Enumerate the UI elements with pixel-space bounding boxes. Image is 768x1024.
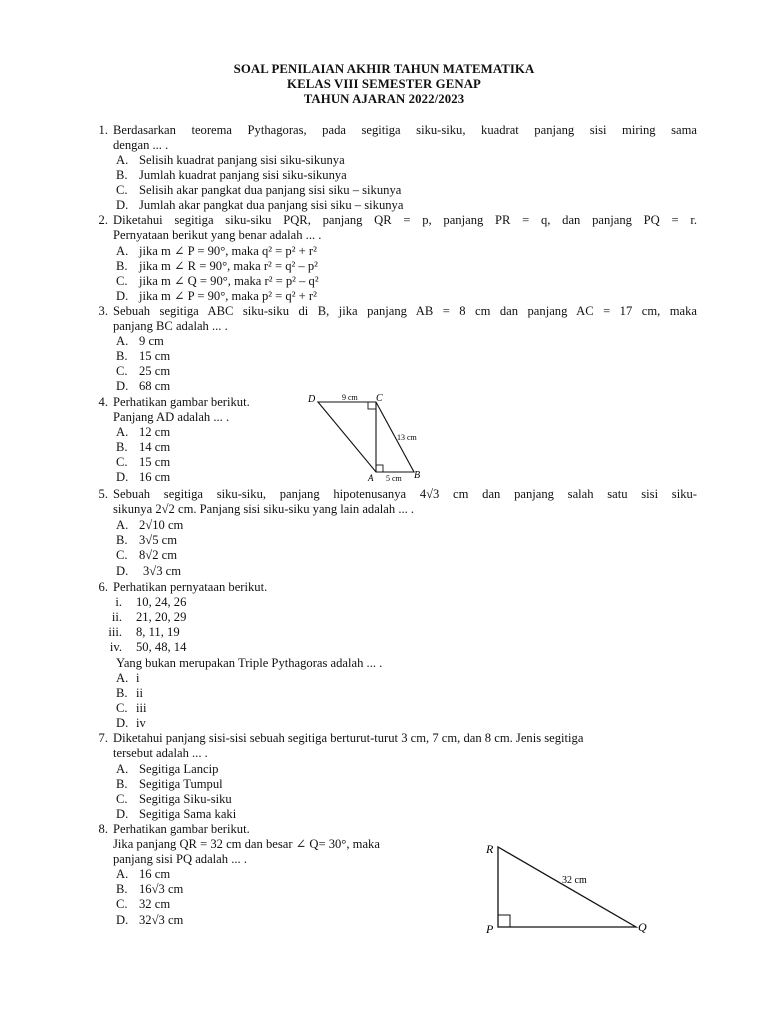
option-text: 14 cm	[139, 440, 171, 454]
option-label: A.	[116, 671, 129, 685]
option-label: A.	[116, 762, 129, 776]
statement-label: iii.	[108, 625, 122, 639]
option-text: 9 cm	[139, 334, 164, 348]
question-number: 6.	[98, 580, 108, 594]
question-number: 5.	[98, 487, 108, 501]
statement-label: i.	[115, 595, 122, 609]
statement-label: iv.	[109, 640, 122, 654]
option-label: C.	[116, 364, 128, 378]
option-text: 12 cm	[139, 425, 171, 439]
question-text: Yang bukan merupakan Triple Pythagoras adalah ... .	[116, 656, 383, 670]
right-triangle-figure	[480, 835, 660, 945]
option-label: D.	[116, 807, 129, 821]
option-label: B.	[116, 440, 128, 454]
option-text: 32 cm	[139, 897, 171, 911]
option-text: 3√3 cm	[143, 564, 182, 578]
option-text: Selisih akar pangkat dua panjang sisi siku – sikunya	[139, 183, 402, 197]
option-label: C.	[116, 792, 128, 806]
statement-text: 8, 11, 19	[136, 625, 180, 639]
option-label: B.	[116, 882, 128, 896]
right-angle-marker-p	[498, 915, 510, 927]
option-label: D.	[116, 564, 129, 578]
option-label: D.	[116, 379, 129, 393]
option-label: B.	[116, 168, 128, 182]
doc-subtitle-year: TAHUN AJARAN 2022/2023	[303, 92, 465, 106]
option-label: C.	[116, 701, 128, 715]
question-text: dengan ... .	[113, 138, 169, 152]
question-number: 7.	[98, 731, 108, 745]
option-label: D.	[116, 716, 129, 730]
option-label: C.	[116, 897, 128, 911]
option-text: Jumlah kuadrat panjang sisi siku-sikunya	[139, 168, 347, 182]
option-text: Segitiga Siku-siku	[139, 792, 232, 806]
option-label: B.	[116, 259, 128, 273]
option-label: C.	[116, 548, 128, 562]
option-text: Segitiga Lancip	[139, 762, 219, 776]
question-text: Perhatikan gambar berikut.	[113, 822, 250, 836]
statement-text: 10, 24, 26	[136, 595, 187, 609]
vertex-label-d: D	[308, 394, 316, 405]
option-text: iv	[136, 716, 146, 730]
vertex-label-b: B	[414, 470, 421, 481]
side-label-rq: 32 cm	[562, 875, 587, 886]
option-text: 16 cm	[139, 867, 171, 881]
trapezoid-figure	[300, 390, 430, 485]
option-label: B.	[116, 349, 128, 363]
question-text: Berdasarkan teorema Pythagoras, pada segitiga siku-siku, kuadrat panjang sisi miring sama	[113, 123, 697, 137]
option-label: D.	[116, 198, 129, 212]
option-text: Segitiga Sama kaki	[139, 807, 237, 821]
option-text: 15 cm	[139, 455, 171, 469]
right-angle-marker-c	[368, 402, 376, 409]
option-text: jika m ∠ P = 90°, maka p² = q² + r²	[139, 289, 317, 303]
vertex-label-p: P	[486, 922, 494, 936]
option-label: B.	[116, 686, 128, 700]
question-number: 4.	[98, 395, 108, 409]
question-number: 3.	[98, 304, 108, 318]
option-text: i	[136, 671, 140, 685]
question-text: panjang sisi PQ adalah ... .	[113, 852, 247, 866]
option-text: 15 cm	[139, 349, 171, 363]
question-text: Perhatikan pernyataan berikut.	[113, 580, 268, 594]
option-label: A.	[116, 867, 129, 881]
option-text: 3√5 cm	[139, 533, 178, 547]
vertex-label-r: R	[486, 842, 494, 856]
option-text: ii	[136, 686, 143, 700]
option-label: C.	[116, 183, 128, 197]
option-text: jika m ∠ P = 90°, maka q² = p² + r²	[139, 244, 317, 258]
vertex-label-a: A	[368, 473, 374, 483]
side-label-ab: 5 cm	[386, 474, 402, 483]
doc-title: SOAL PENILAIAN AKHIR TAHUN MATEMATIKA	[233, 62, 535, 76]
statement-label: ii.	[111, 610, 122, 624]
question-text: Sebuah segitiga siku-siku, panjang hipotenusanya 4√3 cm dan panjang salah satu sisi siku-	[113, 487, 697, 501]
option-text: 2√10 cm	[139, 518, 184, 532]
option-label: C.	[116, 455, 128, 469]
option-text: jika m ∠ R = 90°, maka r² = q² – p²	[139, 259, 318, 273]
option-label: B.	[116, 777, 128, 791]
option-text: Selisih kuadrat panjang sisi siku-sikunya	[139, 153, 345, 167]
option-text: 8√2 cm	[139, 548, 178, 562]
option-label: A.	[116, 334, 129, 348]
vertex-label-c: C	[376, 393, 383, 404]
option-text: Segitiga Tumpul	[139, 777, 223, 791]
option-label: C.	[116, 274, 128, 288]
triangle-outline	[498, 847, 636, 927]
question-text: Jika panjang QR = 32 cm dan besar ∠ Q= 30°, maka	[113, 837, 380, 851]
right-angle-marker-a	[376, 465, 383, 472]
question-text: Diketahui panjang sisi-sisi sebuah segitiga berturut-turut 3 cm, 7 cm, dan 8 cm. Jenis segitiga	[113, 731, 584, 745]
question-text: Pernyataan berikut yang benar adalah ... .	[113, 228, 322, 242]
statement-text: 21, 20, 29	[136, 610, 187, 624]
question-number: 8.	[98, 822, 108, 836]
option-label: A.	[116, 244, 129, 258]
question-text: Perhatikan gambar berikut.	[113, 395, 250, 409]
option-label: A.	[116, 518, 129, 532]
vertex-label-q: Q	[638, 920, 647, 934]
option-label: D.	[116, 470, 129, 484]
option-text: 16 cm	[139, 470, 171, 484]
option-label: A.	[116, 425, 129, 439]
option-text: Jumlah akar pangkat dua panjang sisi siku – sikunya	[139, 198, 404, 212]
option-text: iii	[136, 701, 147, 715]
doc-subtitle-class: KELAS VIII SEMESTER GENAP	[287, 77, 481, 91]
question-text: Sebuah segitiga ABC siku-siku di B, jika panjang AB = 8 cm dan panjang AC = 17 cm, maka	[113, 304, 697, 318]
side-label-cb: 13 cm	[397, 433, 417, 442]
question-text: panjang BC adalah ... .	[113, 319, 228, 333]
option-text: jika m ∠ Q = 90°, maka r² = p² – q²	[139, 274, 319, 288]
question-text: sikunya 2√2 cm. Panjang sisi siku-siku yang lain adalah ... .	[113, 502, 415, 516]
option-text: 16√3 cm	[139, 882, 184, 896]
question-text: Panjang AD adalah ... .	[113, 410, 230, 424]
question-text: tersebut adalah ... .	[113, 746, 208, 760]
side-label-dc: 9 cm	[342, 393, 358, 402]
question-text: Diketahui segitiga siku-siku PQR, panjang QR = p, panjang PR = q, dan panjang PQ = r.	[113, 213, 697, 227]
option-text: 25 cm	[139, 364, 171, 378]
option-label: D.	[116, 913, 129, 927]
question-number: 1.	[98, 123, 108, 137]
statement-text: 50, 48, 14	[136, 640, 187, 654]
option-text: 68 cm	[139, 379, 171, 393]
option-label: B.	[116, 533, 128, 547]
option-label: D.	[116, 289, 129, 303]
option-label: A.	[116, 153, 129, 167]
option-text: 32√3 cm	[139, 913, 184, 927]
question-number: 2.	[98, 213, 108, 227]
